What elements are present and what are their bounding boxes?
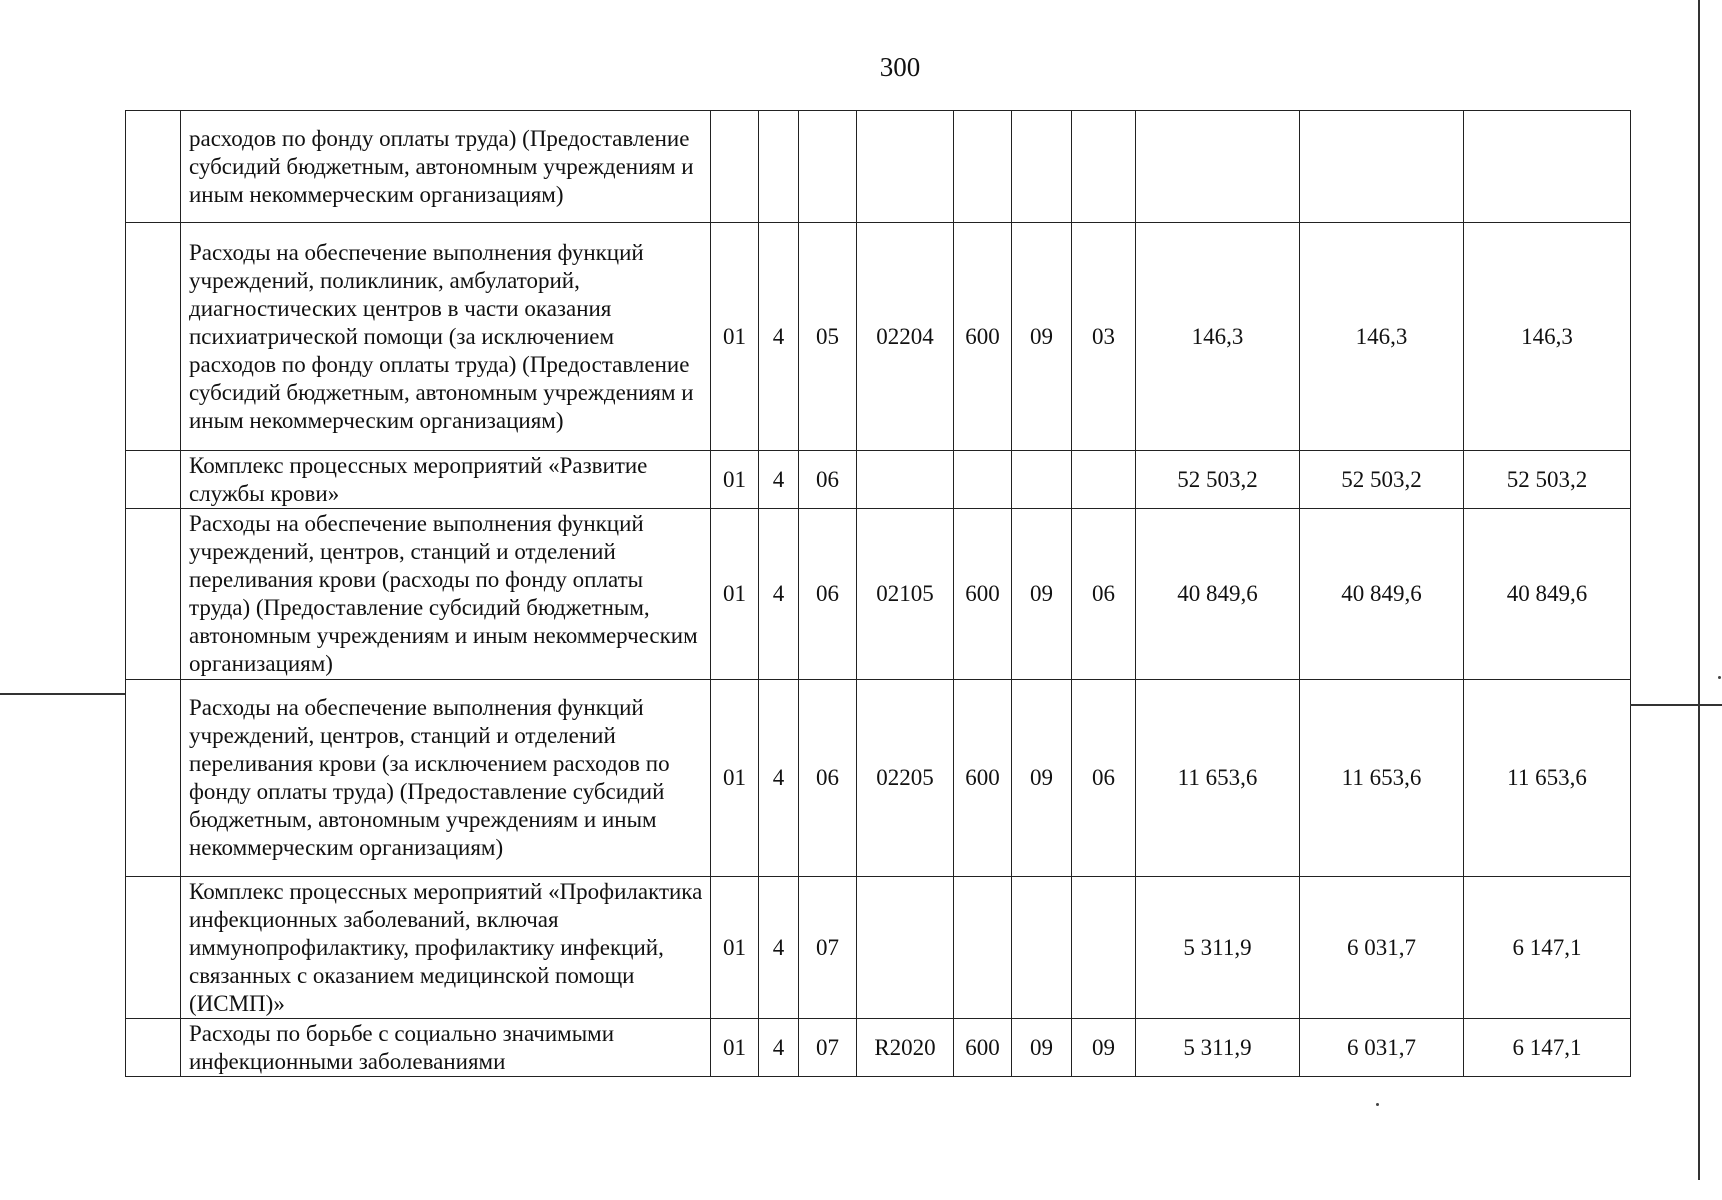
- row-number-cell: [126, 223, 181, 451]
- amount-year3-cell: [1464, 111, 1631, 223]
- expense-type-cell: 600: [954, 680, 1012, 877]
- section-cell: [1012, 451, 1072, 509]
- table-row: [126, 680, 1631, 877]
- amount-year2-cell: 52 503,2: [1300, 451, 1464, 509]
- subprogram-code-cell: 4: [759, 680, 799, 877]
- table-row: [126, 1019, 1631, 1077]
- description-cell: Комплекс процессных мероприятий «Профилактика инфекционных заболеваний, включая иммунопрофилактику, профилактику инфекций, связанных с оказанием медицинской помощи (ИСМП)»: [181, 877, 711, 1019]
- amount-year1-cell: 52 503,2: [1136, 451, 1300, 509]
- subsection-cell: 06: [1072, 509, 1136, 680]
- subsection-cell: [1072, 111, 1136, 223]
- amount-year3-cell: 6 147,1: [1464, 1019, 1631, 1077]
- table-row: [126, 877, 1631, 1019]
- description-cell: Комплекс процессных мероприятий «Развитие службы крови»: [181, 451, 711, 509]
- event-code-cell: 07: [799, 1019, 857, 1077]
- subprogram-code-cell: 4: [759, 877, 799, 1019]
- subprogram-code-cell: [759, 111, 799, 223]
- amount-year2-cell: 6 031,7: [1300, 877, 1464, 1019]
- table-row: [126, 509, 1631, 680]
- row-number-cell: [126, 1019, 181, 1077]
- direction-code-cell: [857, 877, 954, 1019]
- amount-year2-cell: 146,3: [1300, 223, 1464, 451]
- direction-code-cell: 02105: [857, 509, 954, 680]
- event-code-cell: 06: [799, 451, 857, 509]
- row-number-cell: [126, 451, 181, 509]
- expense-type-cell: 600: [954, 1019, 1012, 1077]
- amount-year3-cell: 52 503,2: [1464, 451, 1631, 509]
- amount-year1-cell: 40 849,6: [1136, 509, 1300, 680]
- program-code-cell: 01: [711, 509, 759, 680]
- amount-year2-cell: 40 849,6: [1300, 509, 1464, 680]
- program-code-cell: 01: [711, 680, 759, 877]
- program-code-cell: 01: [711, 223, 759, 451]
- amount-year1-cell: 5 311,9: [1136, 1019, 1300, 1077]
- budget-table: [125, 110, 1631, 1077]
- program-code-cell: [711, 111, 759, 223]
- event-code-cell: 07: [799, 877, 857, 1019]
- amount-year2-cell: [1300, 111, 1464, 223]
- table-row: [126, 223, 1631, 451]
- program-code-cell: 01: [711, 1019, 759, 1077]
- scan-edge-line: [1698, 0, 1700, 1180]
- event-code-cell: 06: [799, 680, 857, 877]
- expense-type-cell: 600: [954, 223, 1012, 451]
- subsection-cell: [1072, 877, 1136, 1019]
- subsection-cell: 06: [1072, 680, 1136, 877]
- expense-type-cell: 600: [954, 509, 1012, 680]
- subsection-cell: 09: [1072, 1019, 1136, 1077]
- table-row: [126, 111, 1631, 223]
- section-cell: 09: [1012, 509, 1072, 680]
- amount-year3-cell: 6 147,1: [1464, 877, 1631, 1019]
- amount-year2-cell: 6 031,7: [1300, 1019, 1464, 1077]
- direction-code-cell: [857, 111, 954, 223]
- program-code-cell: 01: [711, 877, 759, 1019]
- row-number-cell: [126, 680, 181, 877]
- page-number: 300: [879, 52, 921, 82]
- section-cell: 09: [1012, 223, 1072, 451]
- row-number-cell: [126, 111, 181, 223]
- description-cell: Расходы на обеспечение выполнения функций учреждений, центров, станций и отделений переливания крови (за исключением расходов по фонду оплаты труда) (Предоставление субсидий бюджетным, автономным учреждениям и иным некоммерческим организациям): [181, 680, 711, 877]
- direction-code-cell: 02204: [857, 223, 954, 451]
- amount-year1-cell: 11 653,6: [1136, 680, 1300, 877]
- section-cell: 09: [1012, 680, 1072, 877]
- direction-code-cell: 02205: [857, 680, 954, 877]
- amount-year3-cell: 40 849,6: [1464, 509, 1631, 680]
- section-cell: 09: [1012, 1019, 1072, 1077]
- amount-year1-cell: 146,3: [1136, 223, 1300, 451]
- section-cell: [1012, 111, 1072, 223]
- row-number-cell: [126, 509, 181, 680]
- amount-year1-cell: 5 311,9: [1136, 877, 1300, 1019]
- scan-speck: [1376, 1103, 1379, 1106]
- amount-year3-cell: 146,3: [1464, 223, 1631, 451]
- expense-type-cell: [954, 451, 1012, 509]
- scan-fold-line-left: [0, 693, 125, 695]
- amount-year1-cell: [1136, 111, 1300, 223]
- event-code-cell: 06: [799, 509, 857, 680]
- subsection-cell: 03: [1072, 223, 1136, 451]
- table-row: [126, 451, 1631, 509]
- description-cell: Расходы по борьбе с социально значимыми инфекционными заболеваниями: [181, 1019, 711, 1077]
- expense-type-cell: [954, 111, 1012, 223]
- direction-code-cell: [857, 451, 954, 509]
- event-code-cell: [799, 111, 857, 223]
- direction-code-cell: R2020: [857, 1019, 954, 1077]
- expense-type-cell: [954, 877, 1012, 1019]
- event-code-cell: 05: [799, 223, 857, 451]
- description-cell: Расходы на обеспечение выполнения функций учреждений, поликлиник, амбулаторий, диагностических центров в части оказания психиатрической помощи (за исключением расходов по фонду оплаты труда) (Предоставление субсидий бюджетным, автономным учреждениям и иным некоммерческим организациям): [181, 223, 711, 451]
- program-code-cell: 01: [711, 451, 759, 509]
- amount-year2-cell: 11 653,6: [1300, 680, 1464, 877]
- subprogram-code-cell: 4: [759, 509, 799, 680]
- amount-year3-cell: 11 653,6: [1464, 680, 1631, 877]
- description-cell: Расходы на обеспечение выполнения функций учреждений, центров, станций и отделений переливания крови (расходы по фонду оплаты труда) (Предоставление субсидий бюджетным, автономным учреждениям и иным некоммерческим организациям): [181, 509, 711, 680]
- description-cell: расходов по фонду оплаты труда) (Предоставление субсидий бюджетным, автономным учреждениям и иным некоммерческим организациям): [181, 111, 711, 223]
- row-number-cell: [126, 877, 181, 1019]
- subprogram-code-cell: 4: [759, 451, 799, 509]
- subsection-cell: [1072, 451, 1136, 509]
- scan-speck: [1718, 676, 1721, 679]
- subprogram-code-cell: 4: [759, 223, 799, 451]
- scan-fold-line-right: [1630, 704, 1722, 706]
- section-cell: [1012, 877, 1072, 1019]
- subprogram-code-cell: 4: [759, 1019, 799, 1077]
